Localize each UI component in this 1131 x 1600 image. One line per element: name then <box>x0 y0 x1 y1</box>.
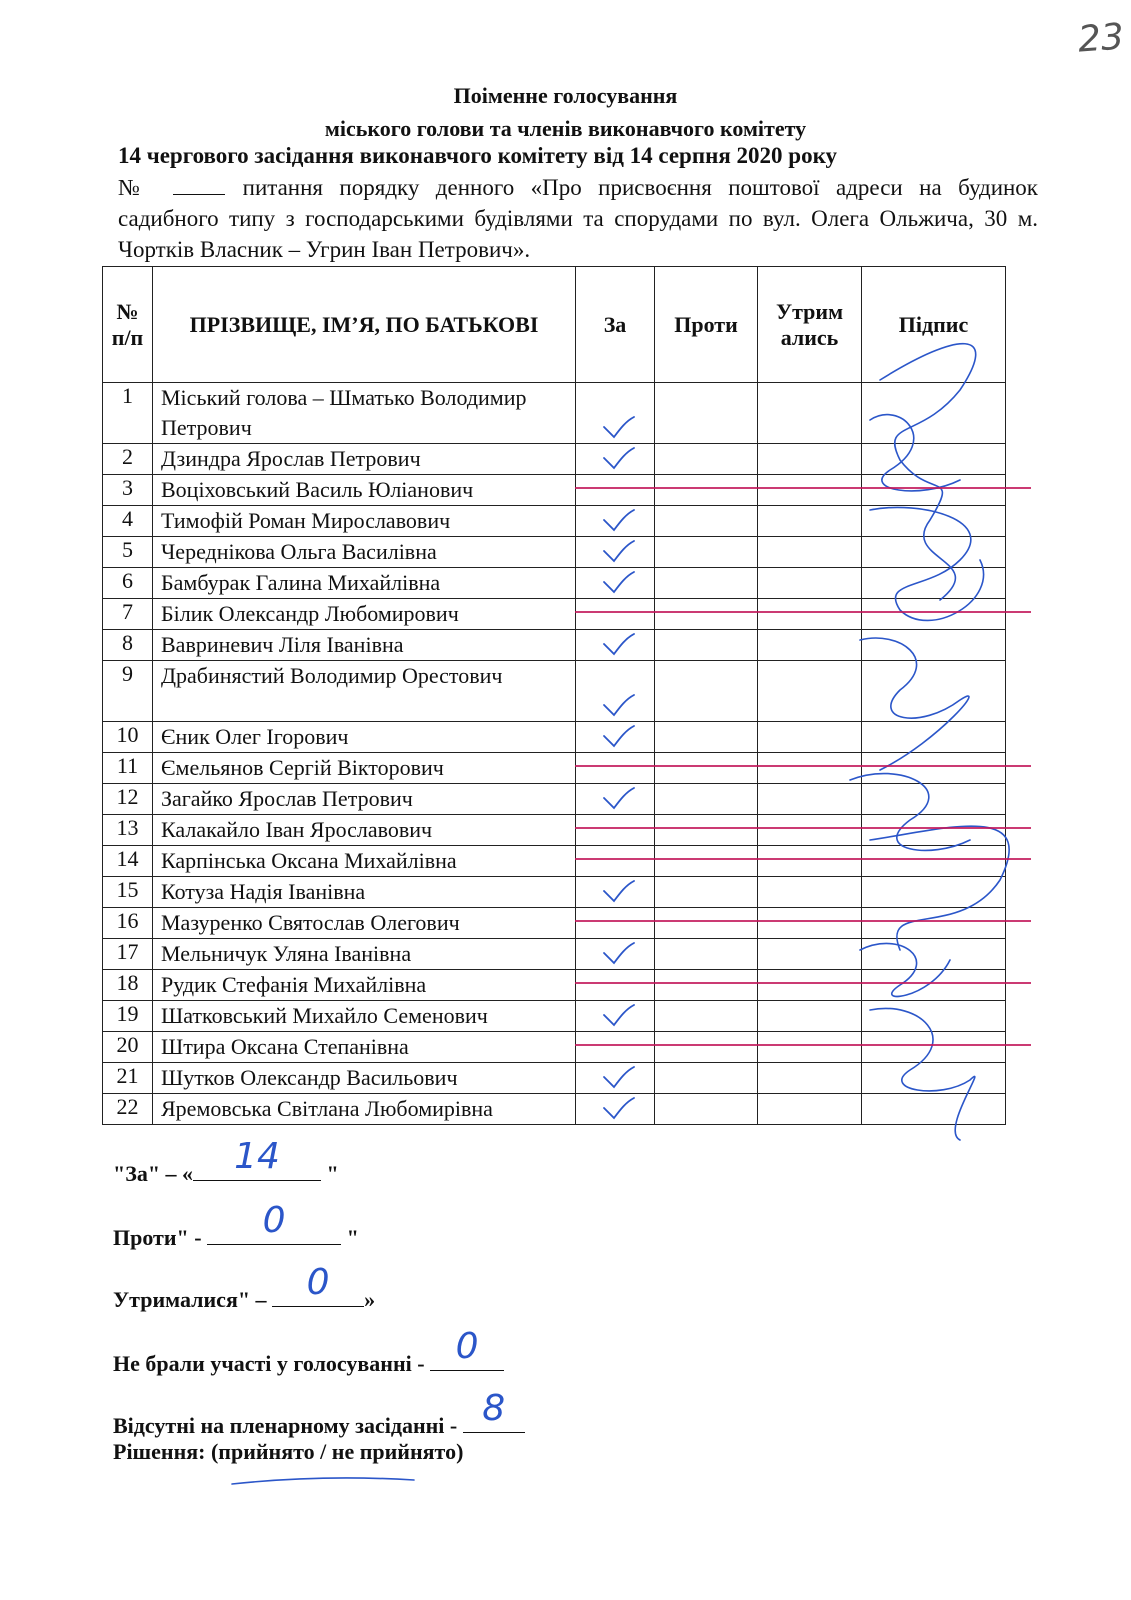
summary-abstained-field <box>272 1262 364 1307</box>
vote-abstained-cell <box>758 568 862 599</box>
checkmark-icon <box>602 570 636 596</box>
absent-strike-line <box>575 765 1031 767</box>
member-name: Мельничук Уляна Іванівна <box>153 939 576 970</box>
vote-for-cell <box>576 1063 655 1094</box>
vote-abstained-cell <box>758 784 862 815</box>
signature-cell <box>862 599 1006 630</box>
summary-against <box>113 1200 359 1251</box>
vote-abstained-cell <box>758 970 862 1001</box>
checkmark-icon <box>602 1003 636 1029</box>
summary-for <box>113 1136 339 1187</box>
vote-for-cell <box>576 1094 655 1125</box>
vote-for-cell <box>576 661 655 722</box>
signature-cell <box>862 877 1006 908</box>
member-name: Рудик Стефанія Михайлівна <box>153 970 576 1001</box>
signature-cell <box>862 939 1006 970</box>
row-number: 16 <box>103 908 153 939</box>
vote-against-cell <box>655 630 758 661</box>
signature-cell <box>862 970 1006 1001</box>
question-number-blank <box>173 176 225 195</box>
member-name: Котуза Надія Іванівна <box>153 877 576 908</box>
vote-abstained-cell <box>758 475 862 506</box>
vote-for-cell <box>576 970 655 1001</box>
member-name: Дзиндра Ярослав Петрович <box>153 444 576 475</box>
signature-cell <box>862 506 1006 537</box>
member-name: Бамбурак Галина Михайлівна <box>153 568 576 599</box>
document-subtitle: міського голови та членів виконавчого комітету <box>324 116 807 141</box>
agenda-question <box>118 172 1038 265</box>
vote-against-cell <box>655 722 758 753</box>
vote-row <box>103 444 1006 475</box>
row-number: 20 <box>103 1032 153 1063</box>
vote-for-cell <box>576 784 655 815</box>
page-number: 23 <box>1076 16 1126 61</box>
row-number: 1 <box>103 383 153 444</box>
signature-cell <box>862 537 1006 568</box>
row-number: 4 <box>103 506 153 537</box>
vote-row <box>103 784 1006 815</box>
member-name: Калакайло Іван Ярославович <box>153 815 576 846</box>
vote-against-cell <box>655 661 758 722</box>
vote-for-cell <box>576 815 655 846</box>
vote-against-cell <box>655 383 758 444</box>
signature-cell <box>862 475 1006 506</box>
vote-for-cell <box>576 537 655 568</box>
vote-row <box>103 599 1006 630</box>
vote-for-cell <box>576 846 655 877</box>
row-number: 17 <box>103 939 153 970</box>
row-number: 12 <box>103 784 153 815</box>
summary-not-participated-field <box>430 1326 504 1371</box>
vote-abstained-cell <box>758 753 862 784</box>
checkmark-icon <box>602 1096 636 1122</box>
checkmark-icon <box>602 693 636 719</box>
signature-cell <box>862 444 1006 475</box>
row-number: 19 <box>103 1001 153 1032</box>
summary-against-label: Проти" - <box>113 1225 208 1250</box>
vote-row <box>103 877 1006 908</box>
member-name: Карпінська Оксана Михайлівна <box>153 846 576 877</box>
vote-for-cell <box>576 1032 655 1063</box>
vote-against-cell <box>655 939 758 970</box>
row-number: 7 <box>103 599 153 630</box>
absent-strike-line <box>575 611 1031 613</box>
vote-for-cell <box>576 722 655 753</box>
summary-not-participated <box>113 1326 504 1377</box>
row-number: 21 <box>103 1063 153 1094</box>
number-sign: № <box>118 175 151 200</box>
signature-cell <box>862 383 1006 444</box>
row-number: 5 <box>103 537 153 568</box>
signature-cell <box>862 1001 1006 1032</box>
vote-for-cell <box>576 599 655 630</box>
vote-row <box>103 568 1006 599</box>
vote-against-cell <box>655 444 758 475</box>
absent-strike-line <box>575 487 1031 489</box>
vote-against-cell <box>655 1094 758 1125</box>
row-number: 15 <box>103 877 153 908</box>
vote-for-cell <box>576 939 655 970</box>
vote-against-cell <box>655 970 758 1001</box>
row-number: 13 <box>103 815 153 846</box>
member-name: Воціховський Василь Юліанович <box>153 475 576 506</box>
vote-abstained-cell <box>758 630 862 661</box>
summary-absent-field <box>463 1388 525 1433</box>
vote-row <box>103 661 1006 722</box>
header-for: За <box>576 267 655 383</box>
vote-abstained-cell <box>758 939 862 970</box>
summary-abstained-value: 0 <box>306 1262 330 1303</box>
vote-for-cell <box>576 383 655 444</box>
vote-for-cell <box>576 506 655 537</box>
member-name: Міський голова – Шматько Володимир Петрович <box>153 383 576 444</box>
row-number: 9 <box>103 661 153 722</box>
absent-strike-line <box>575 858 1031 860</box>
signature-cell <box>862 661 1006 722</box>
vote-row <box>103 722 1006 753</box>
vote-abstained-cell <box>758 908 862 939</box>
vote-row <box>103 475 1006 506</box>
vote-row <box>103 383 1006 444</box>
header-num: № п/п <box>103 267 153 383</box>
checkmark-icon <box>602 1065 636 1091</box>
header-signature: Підпис <box>862 267 1006 383</box>
member-name: Мазуренко Святослав Олегович <box>153 908 576 939</box>
absent-strike-line <box>575 920 1031 922</box>
question-text: питання порядку денного «Про присвоєння поштової адреси на будинок садибного типу з господарськими будівлями та спорудами по вул. Олега Ольжича, 30 м. Чортків Власник – Угрин Іван Петрович». <box>118 175 1038 262</box>
checkmark-icon <box>602 539 636 565</box>
summary-absent <box>113 1388 525 1439</box>
vote-row <box>103 1032 1006 1063</box>
vote-abstained-cell <box>758 383 862 444</box>
vote-abstained-cell <box>758 1094 862 1125</box>
vote-abstained-cell <box>758 661 862 722</box>
decision-line: Рішення: (прийнято / не прийнято) <box>113 1439 464 1464</box>
vote-against-cell <box>655 846 758 877</box>
summary-not-participated-value: 0 <box>455 1326 479 1367</box>
checkmark-icon <box>602 724 636 750</box>
vote-against-cell <box>655 1032 758 1063</box>
member-name: Шатковський Михайло Семенович <box>153 1001 576 1032</box>
row-number: 8 <box>103 630 153 661</box>
header-against: Проти <box>655 267 758 383</box>
summary-abstained <box>113 1262 376 1313</box>
summary-against-field <box>207 1200 341 1245</box>
signature-cell <box>862 753 1006 784</box>
header-abstained: Утрим ались <box>758 267 862 383</box>
summary-against-value: 0 <box>262 1200 286 1241</box>
vote-table-header <box>103 267 1006 383</box>
member-name: Череднікова Ольга Василівна <box>153 537 576 568</box>
vote-row <box>103 1001 1006 1032</box>
row-number: 11 <box>103 753 153 784</box>
row-number: 22 <box>103 1094 153 1125</box>
row-number: 3 <box>103 475 153 506</box>
vote-for-cell <box>576 444 655 475</box>
summary-against-close: " <box>341 1225 359 1250</box>
row-number: 2 <box>103 444 153 475</box>
row-number: 18 <box>103 970 153 1001</box>
checkmark-icon <box>602 786 636 812</box>
vote-against-cell <box>655 1063 758 1094</box>
vote-against-cell <box>655 753 758 784</box>
vote-abstained-cell <box>758 1032 862 1063</box>
member-name: Єник Олег Ігорович <box>153 722 576 753</box>
vote-against-cell <box>655 1001 758 1032</box>
vote-row <box>103 1094 1006 1125</box>
member-name: Штира Оксана Степанівна <box>153 1032 576 1063</box>
checkmark-icon <box>602 508 636 534</box>
vote-against-cell <box>655 568 758 599</box>
member-name: Вавриневич Ліля Іванівна <box>153 630 576 661</box>
signature-cell <box>862 784 1006 815</box>
vote-row <box>103 815 1006 846</box>
vote-against-cell <box>655 475 758 506</box>
vote-abstained-cell <box>758 444 862 475</box>
row-number: 14 <box>103 846 153 877</box>
vote-against-cell <box>655 877 758 908</box>
vote-abstained-cell <box>758 722 862 753</box>
header-name: ПРІЗВИЩЕ, ІМ’Я, ПО БАТЬКОВІ <box>153 267 576 383</box>
vote-for-cell <box>576 877 655 908</box>
vote-abstained-cell <box>758 877 862 908</box>
row-number: 6 <box>103 568 153 599</box>
signature-cell <box>862 630 1006 661</box>
vote-for-cell <box>576 475 655 506</box>
summary-for-field <box>193 1136 321 1181</box>
member-name: Білик Олександр Любомирович <box>153 599 576 630</box>
summary-absent-label: Відсутні на пленарному засіданні - <box>113 1413 463 1438</box>
vote-row <box>103 939 1006 970</box>
member-name: Драбинястий Володимир Орестович <box>153 661 576 722</box>
vote-abstained-cell <box>758 1063 862 1094</box>
vote-abstained-cell <box>758 537 862 568</box>
summary-for-label: "За" – « <box>113 1161 194 1186</box>
vote-row <box>103 537 1006 568</box>
summary-for-close: " <box>321 1161 339 1186</box>
signature-cell <box>862 1094 1006 1125</box>
meeting-line: 14 чергового засідання виконавчого комітету від 14 серпня 2020 року <box>118 143 838 168</box>
vote-row <box>103 908 1006 939</box>
vote-against-cell <box>655 506 758 537</box>
vote-for-cell <box>576 568 655 599</box>
vote-abstained-cell <box>758 506 862 537</box>
signature-cell <box>862 908 1006 939</box>
summary-abstained-close: » <box>364 1287 376 1312</box>
checkmark-icon <box>602 632 636 658</box>
absent-strike-line <box>575 1044 1031 1046</box>
vote-against-cell <box>655 784 758 815</box>
vote-for-cell <box>576 630 655 661</box>
summary-absent-value: 8 <box>482 1388 506 1429</box>
row-number: 10 <box>103 722 153 753</box>
vote-abstained-cell <box>758 599 862 630</box>
member-name: Шутков Олександр Васильович <box>153 1063 576 1094</box>
decision-underline-scribble <box>228 1472 418 1492</box>
signature-cell <box>862 722 1006 753</box>
summary-for-value: 14 <box>234 1136 280 1177</box>
vote-abstained-cell <box>758 815 862 846</box>
vote-abstained-cell <box>758 846 862 877</box>
vote-row <box>103 630 1006 661</box>
absent-strike-line <box>575 827 1031 829</box>
vote-row <box>103 1063 1006 1094</box>
vote-against-cell <box>655 599 758 630</box>
vote-against-cell <box>655 908 758 939</box>
checkmark-icon <box>602 941 636 967</box>
vote-for-cell <box>576 908 655 939</box>
summary-not-participated-label: Не брали участі у голосуванні - <box>113 1351 431 1376</box>
vote-row <box>103 753 1006 784</box>
signature-cell <box>862 846 1006 877</box>
vote-row <box>103 970 1006 1001</box>
vote-for-cell <box>576 1001 655 1032</box>
member-name: Яремовська Світлана Любомирівна <box>153 1094 576 1125</box>
signature-cell <box>862 815 1006 846</box>
vote-against-cell <box>655 815 758 846</box>
checkmark-icon <box>602 446 636 472</box>
member-name: Загайко Ярослав Петрович <box>153 784 576 815</box>
summary-abstained-label: Утрималися" – <box>113 1287 273 1312</box>
checkmark-icon <box>602 415 636 441</box>
signature-cell <box>862 1063 1006 1094</box>
vote-against-cell <box>655 537 758 568</box>
signature-cell <box>862 568 1006 599</box>
checkmark-icon <box>602 879 636 905</box>
signature-cell <box>862 1032 1006 1063</box>
vote-abstained-cell <box>758 1001 862 1032</box>
document-title: Поіменне голосування <box>453 83 678 108</box>
vote-row <box>103 506 1006 537</box>
member-name: Тимофій Роман Мирославович <box>153 506 576 537</box>
member-name: Ємельянов Сергій Вікторович <box>153 753 576 784</box>
vote-for-cell <box>576 753 655 784</box>
absent-strike-line <box>575 982 1031 984</box>
vote-table <box>102 266 1006 1125</box>
vote-row <box>103 846 1006 877</box>
